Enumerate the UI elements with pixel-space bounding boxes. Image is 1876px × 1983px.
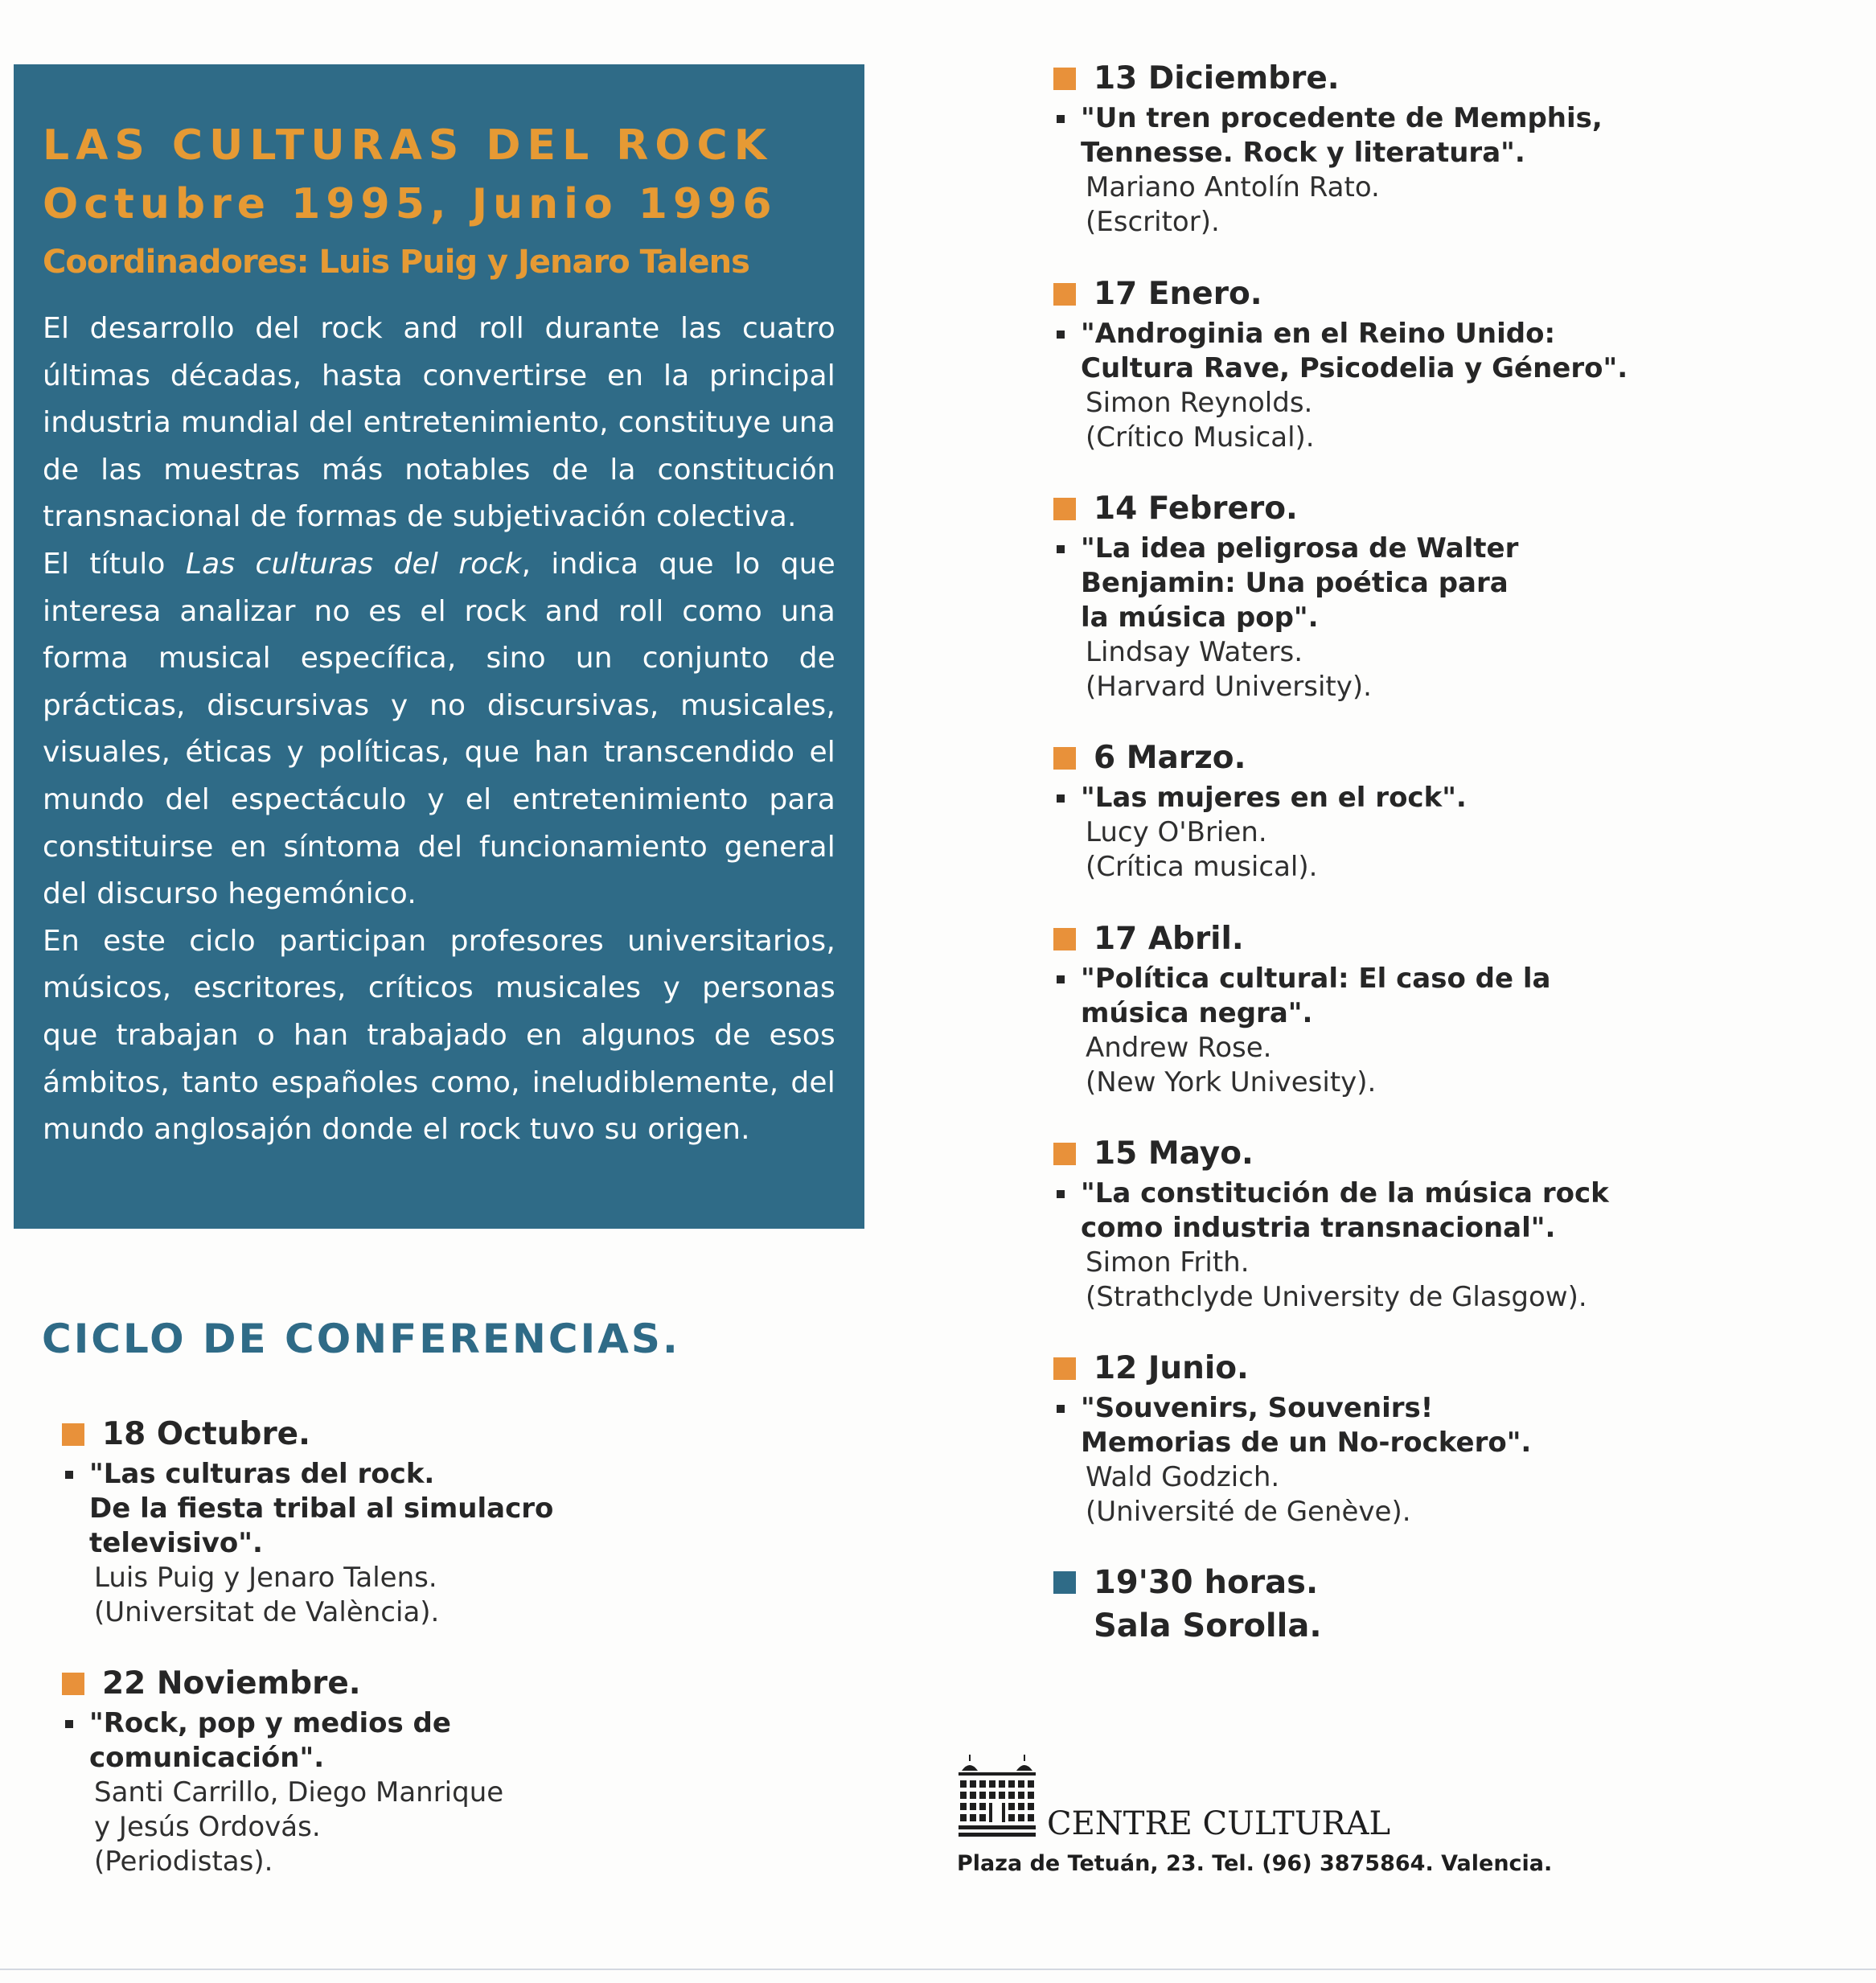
conference-date: 12 Junio.: [1094, 1350, 1249, 1386]
building-icon: [957, 1751, 1037, 1840]
orange-square-icon: [1053, 928, 1076, 950]
conference-title: "La idea peligrosa de Walter Benjamin: Una poética para la música pop".: [1081, 532, 1519, 634]
conference-date: 17 Enero.: [1094, 276, 1262, 312]
blue-square-icon: [1053, 1571, 1076, 1594]
intro-panel: [14, 64, 864, 1229]
conference-item: [1053, 918, 1777, 1100]
schedule-venue: Sala Sorolla.: [1094, 1607, 1322, 1644]
conference-item: [1053, 737, 1777, 885]
intro-paragraph-2: [43, 541, 835, 918]
schedule-time: 19'30 horas.: [1094, 1564, 1319, 1601]
conference-date: 17 Abril.: [1094, 921, 1244, 957]
intro-p2-start: El título: [43, 547, 186, 581]
conference-affiliation: (Université de Genève).: [1086, 1496, 1411, 1528]
intro-paragraph-1: El desarrollo del rock and roll durante las cuatro últimas décadas, hasta convertirse en la principal industria mundial del entretenimiento, constituye una de las muestras más notables de la constitución transnacional de formas de subjetivación colectiva.: [43, 312, 835, 534]
conference-affiliation: (Escritor).: [1086, 206, 1220, 238]
conference-date: 15 Mayo.: [1094, 1135, 1254, 1172]
conference-affiliation: (Harvard University).: [1086, 671, 1372, 703]
conference-affiliation: (New York Univesity).: [1086, 1066, 1377, 1098]
conference-item: [1053, 58, 1777, 240]
conference-item: [62, 1663, 625, 1879]
conference-item: [62, 1414, 625, 1630]
orange-square-icon: [1053, 283, 1076, 306]
conference-title: "Un tren procedente de Memphis, Tennesse. Rock y literatura".: [1081, 102, 1603, 169]
centre-cultural-name: CENTRE CULTURAL: [1047, 1805, 1391, 1842]
bullet-icon: [65, 1720, 73, 1728]
orange-square-icon: [1053, 1357, 1076, 1380]
conference-item: [1053, 1348, 1777, 1529]
conference-affiliation: (Crítico Musical).: [1086, 421, 1315, 454]
bullet-icon: [1057, 330, 1065, 339]
orange-square-icon: [62, 1673, 84, 1695]
conference-speaker: Mariano Antolín Rato.: [1086, 171, 1380, 203]
conference-speaker: Luis Puig y Jenaro Talens.: [94, 1562, 437, 1594]
orange-square-icon: [1053, 1143, 1076, 1165]
conference-date: 18 Octubre.: [102, 1416, 310, 1452]
cycle-heading: CICLO DE CONFERENCIAS.: [42, 1316, 680, 1362]
conference-speaker: Lucy O'Brien.: [1086, 816, 1267, 848]
conference-title: "Las culturas del rock. De la fiesta tribal al simulacro televisivo".: [89, 1458, 554, 1559]
conference-date: 14 Febrero.: [1094, 491, 1298, 527]
bullet-icon: [1057, 545, 1065, 553]
conference-title: "Política cultural: El caso de la música negra".: [1081, 963, 1551, 1029]
conference-title: "Rock, pop y medios de comunicación".: [89, 1707, 451, 1774]
bullet-icon: [1057, 115, 1065, 123]
conference-title: "La constitución de la música rock como industria transnacional".: [1081, 1177, 1609, 1244]
intro-p2-italic-title: Las culturas del rock: [185, 547, 522, 581]
orange-square-icon: [1053, 747, 1076, 770]
bullet-icon: [1057, 1405, 1065, 1413]
series-dates: Octubre 1995, Junio 1996: [43, 180, 778, 228]
page-fold-line: [0, 1969, 1876, 1970]
bullet-icon: [1057, 975, 1065, 983]
conference-speaker: Simon Reynolds.: [1086, 387, 1313, 419]
intro-paragraph-3: En este ciclo participan profesores universitarios, músicos, escritores, críticos musicales y personas que trabajan o han trabajado en algunos de esos ámbitos, tanto españoles como, ineludiblemente, del mundo anglosajón donde el rock tuvo su origen.: [43, 924, 835, 1147]
conference-speaker: Simon Frith.: [1086, 1246, 1250, 1279]
conference-item: [1053, 273, 1777, 455]
conference-title: "Androginia en el Reino Unido: Cultura Rave, Psicodelia y Género".: [1081, 318, 1628, 384]
intro-p2-end: , indica que lo que interesa analizar no es el rock and roll como una forma musical específica, sino un conjunto de prácticas, discursivas y no discursivas, musicales, visuales, éticas y políticas, que han transcendido el mundo del espectáculo y el entretenimiento para constituirse en síntoma del funcionamiento general del discurso hegemónico.: [43, 547, 836, 911]
orange-square-icon: [62, 1423, 84, 1446]
conference-affiliation: (Strathclyde University de Glasgow).: [1086, 1281, 1587, 1313]
conference-date: 13 Diciembre.: [1094, 60, 1340, 96]
conference-title: "Souvenirs, Souvenirs! Memorias de un No-rockero".: [1081, 1392, 1532, 1459]
conference-date: 22 Noviembre.: [102, 1665, 361, 1702]
schedule-info: [1053, 1562, 1777, 1647]
conference-title: "Las mujeres en el rock".: [1081, 782, 1467, 814]
bullet-icon: [65, 1471, 73, 1479]
bullet-icon: [1057, 794, 1065, 803]
conference-speaker: Andrew Rose.: [1086, 1032, 1272, 1064]
conference-speaker: Wald Godzich.: [1086, 1461, 1280, 1493]
conference-affiliation: (Universitat de València).: [94, 1596, 440, 1628]
series-title: LAS CULTURAS DEL ROCK: [43, 121, 774, 170]
conference-date: 6 Marzo.: [1094, 740, 1246, 776]
conference-item: [1053, 1133, 1777, 1315]
centre-cultural-address: Plaza de Tetuán, 23. Tel. (96) 3875864. Valencia.: [957, 1851, 1553, 1876]
conference-speaker: Lindsay Waters.: [1086, 636, 1303, 668]
bullet-icon: [1057, 1190, 1065, 1198]
conference-item: [1053, 488, 1777, 704]
conference-speaker: Santi Carrillo, Diego Manrique y Jesús Ordovás.: [94, 1776, 504, 1843]
conference-affiliation: (Periodistas).: [94, 1845, 273, 1878]
orange-square-icon: [1053, 498, 1076, 520]
series-coordinators: Coordinadores: Luis Puig y Jenaro Talens: [43, 244, 749, 281]
conference-affiliation: (Crítica musical).: [1086, 851, 1318, 883]
orange-square-icon: [1053, 68, 1076, 90]
